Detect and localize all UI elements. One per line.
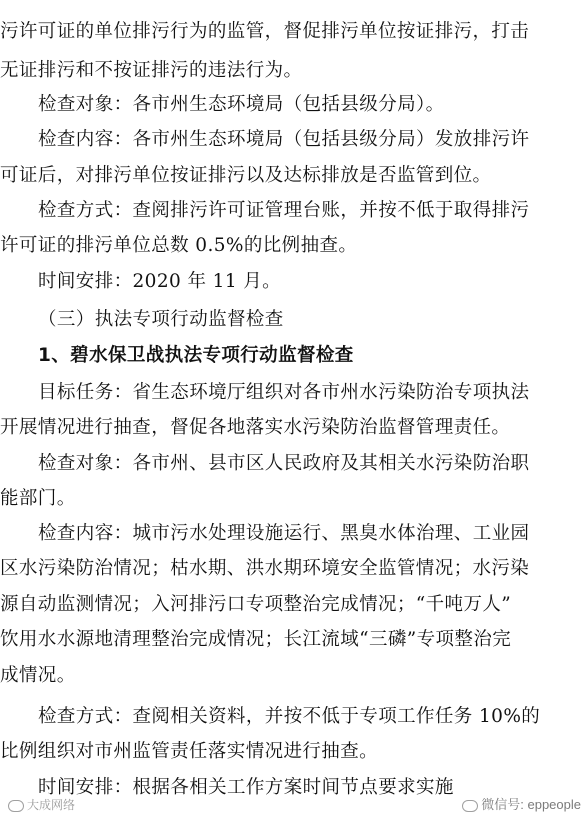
watermark-left xyxy=(8,796,75,813)
paragraph-line: 目标任务：省生态环境厅组织对各市州水污染防治专项执法 xyxy=(38,382,530,403)
paragraph-line: 可证后，对排污单位按证排污以及达标排放是否监管到位。 xyxy=(0,165,492,186)
watermark-left-text: 大成网络 xyxy=(27,798,76,812)
paragraph-line: 无证排污和不按证排污的违法行为。 xyxy=(0,60,303,81)
section-heading: 1、碧水保卫战执法专项行动监督检查 xyxy=(38,345,354,366)
section-subheading: （三）执法专项行动监督检查 xyxy=(38,309,284,330)
paragraph-line: 开展情况进行抽查，督促各地落实水污染防治监督管理责任。 xyxy=(0,417,511,438)
paragraph-line: 检查内容：各市州生态环境局（包括县级分局）发放排污许 xyxy=(38,129,530,150)
paragraph-line: 能部门。 xyxy=(0,488,76,509)
watermark-right-text: 微信号: eppeople xyxy=(481,797,581,812)
paragraph-line: 检查对象：各市州生态环境局（包括县级分局）。 xyxy=(38,94,445,115)
paragraph-line: 检查方式：查阅排污许可证管理台账，并按不低于取得排污 xyxy=(38,200,530,221)
paragraph-line: 区水污染防治情况；枯水期、洪水期环境安全监管情况；水污染 xyxy=(0,558,530,579)
paragraph-line: 比例组织对市州监管责任落实情况进行抽查。 xyxy=(0,741,379,762)
paragraph-line: 时间安排：根据各相关工作方案时间节点要求实施 xyxy=(38,777,454,798)
paragraph-line: 检查方式：查阅相关资料，并按不低于专项工作任务 10%的 xyxy=(38,706,541,727)
watermark-right xyxy=(462,794,581,813)
paragraph-line: 许可证的排污单位总数 0.5%的比例抽查。 xyxy=(0,235,358,256)
chat-bubble-icon xyxy=(8,800,24,812)
paragraph-line: 检查内容：城市污水处理设施运行、黑臭水体治理、工业园 xyxy=(38,523,530,544)
paragraph-line: 成情况。 xyxy=(0,665,76,686)
wechat-icon xyxy=(462,800,478,812)
paragraph-line: 检查对象：各市州、县市区人民政府及其相关水污染防治职 xyxy=(38,453,530,474)
paragraph-line: 时间安排：2020 年 11 月。 xyxy=(38,271,282,292)
paragraph-line: 饮用水水源地清理整治完成情况；长江流域“三磷”专项整治完 xyxy=(0,629,512,650)
paragraph-line: 污许可证的单位排污行为的监管，督促排污单位按证排污，打击 xyxy=(0,21,530,42)
paragraph-line: 源自动监测情况；入河排污口专项整治完成情况；“千吨万人” xyxy=(0,594,512,615)
